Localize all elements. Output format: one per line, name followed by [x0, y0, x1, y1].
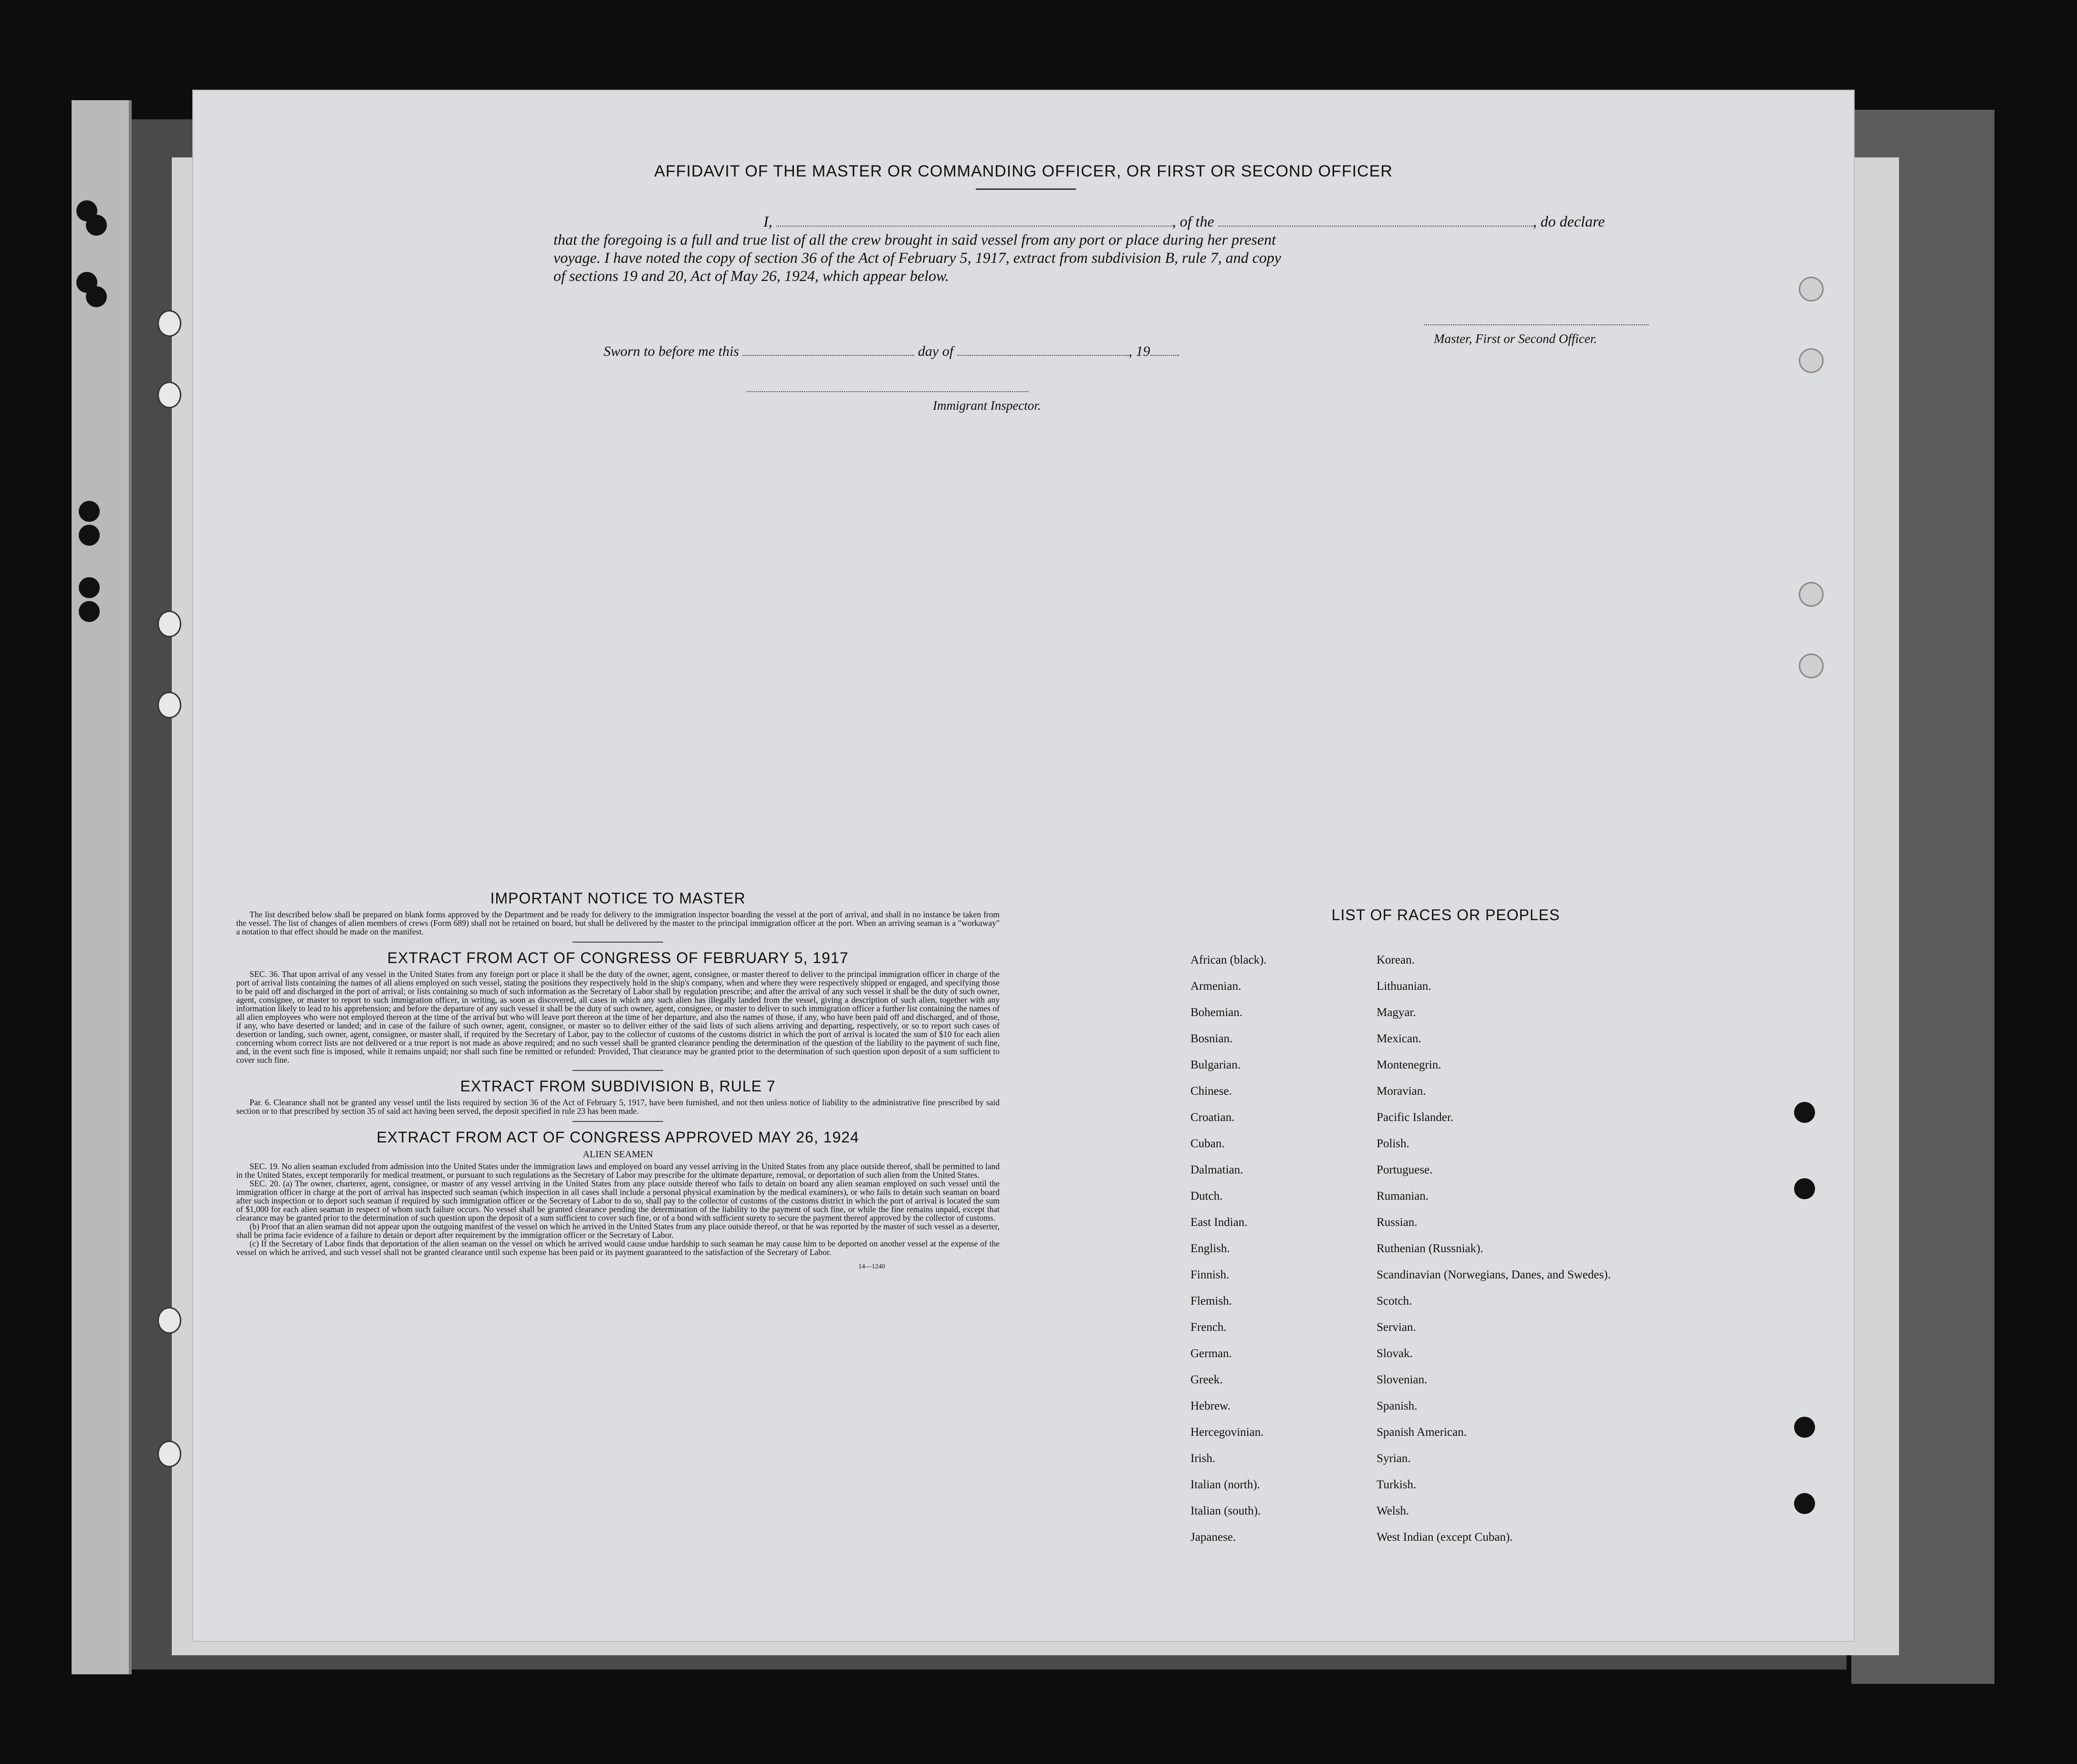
binder-hole	[79, 525, 100, 546]
punch-hole	[157, 1441, 181, 1467]
race-item: Japanese.	[1190, 1531, 1236, 1544]
punch-hole	[1794, 1493, 1815, 1514]
extract-rule7-title: EXTRACT FROM SUBDIVISION B, RULE 7	[460, 1078, 776, 1095]
vessel-blank[interactable]	[1218, 213, 1533, 227]
affidavit-body	[553, 212, 1689, 285]
extract-1917-title: EXTRACT FROM ACT OF CONGRESS OF FEBRUARY 5, 1917	[387, 949, 849, 966]
name-blank[interactable]	[776, 213, 1172, 227]
year-prefix: , 19	[1128, 343, 1150, 359]
punch-hole	[1799, 654, 1824, 678]
race-item: African (black).	[1190, 954, 1267, 966]
punch-hole	[157, 1307, 181, 1334]
race-item: Spanish American.	[1377, 1426, 1467, 1439]
extract-1924-sec20c: (c) If the Secretary of Labor finds that deportation of the alien seaman on the vessel on which he arrived would cause undue hardship to such seaman he may cause him to be deported on another vessel at the expense of the vessel on which he arrived, and such vessel shall not be granted clearance until such expense has been paid or its payment guaranteed to the satisfaction of the Secretary of Labor.	[236, 1239, 1000, 1257]
affidavit-title: AFFIDAVIT OF THE MASTER OR COMMANDING OFFICER, OR FIRST OR SECOND OFFICER	[654, 162, 1393, 180]
extract-1924-subtitle: ALIEN SEAMEN	[583, 1149, 653, 1160]
race-item: English.	[1190, 1242, 1230, 1255]
extract-1924-sec20b: (b) Proof that an alien seaman did not appear upon the outgoing manifest of the vessel on which he arrived in the United States from any place outside thereof, or that he was reported by the master of such vessel as a deserter, shall be prima facie evidence of a failure to detain or deport after requirement by the immigration officer or the Secretary of Labor.	[236, 1222, 1000, 1240]
punch-hole	[157, 692, 181, 718]
binder-hole	[79, 601, 100, 622]
punch-hole	[1799, 277, 1824, 301]
sworn-statement	[604, 343, 1179, 360]
race-item: French.	[1190, 1321, 1227, 1334]
affidavit-line-2: that the foregoing is a full and true list of all the crew brought in said vessel from any port or place during her present	[553, 231, 1276, 248]
race-item: Armenian.	[1190, 980, 1242, 993]
notice-title: IMPORTANT NOTICE TO MASTER	[490, 890, 746, 907]
extract-1917-text: SEC. 36. That upon arrival of any vessel in the United States from any foreign port or place it shall be the duty of the owner, agent, consignee, or master thereof to deliver to the principal immigration officer in charge of the port of arrival lists containing the names of all aliens employed on such vessel, stating the positions they respectively hold in the ship's company, when and where they were respectively shipped or engaged, and specifying those to be paid off and discharged in the port of arrival; or lists containing so much of such information as the Secretary of Labor shall by regulation prescribe; and after the arrival of any such vessel it shall be the duty of such owner, agent, consignee, or master to report to such immigration officer, in writing, as soon as discovered, all cases in which any such alien has illegally landed from the vessel, giving a description of such alien, together with any information likely to lead to his apprehension; and before the departure of any such vessel it shall be the duty of such owner, agent, consignee, or master to deliver to such immigration officer a further list containing the names of all alien employees who were not employed thereon at the time of the arrival but who will leave port thereon at the time of her departure, and also the names of those, if any, who have been paid off and discharged, and of those, if any, who have deserted or landed; and in case of the failure of such owner, agent, consignee, or master so to deliver either of the said lists of such aliens arriving and departing, respectively, or so to report such cases of desertion or landing, such owner, agent, consignee, or master shall, if required by the Secretary of Labor, pay to the collector of customs of the customs district in which the port of arrival is located the sum of $10 for each alien concerning whom correct lists are not delivered or a true report is not made as above required; and no such vessel shall be granted clearance pending the determination of the question of the liability to the payment of such fine, and, in the event such fine is imposed, while it remains unpaid; nor shall such fine be remitted or refunded: Provided, That clearance may be granted prior to the determination of such question upon deposit of a sum sufficient to cover such fine.	[236, 969, 1000, 1065]
race-item: Ruthenian (Russniak).	[1377, 1242, 1483, 1255]
race-item: Dalmatian.	[1190, 1163, 1243, 1176]
race-item: Croatian.	[1190, 1111, 1235, 1124]
affidavit-do-declare: , do declare	[1533, 213, 1605, 230]
binder-hole	[86, 215, 107, 236]
binder-hole	[79, 577, 100, 598]
notice-text: The list described below shall be prepared on blank forms approved by the Department and be ready for delivery to the immigration inspector boarding the vessel at the port of arrival, and shall in no instance be taken from the vessel. The list of changes of alien members of crews (Form 689) shall not be retained on board, but shall be delivered by the master to the principal immigration officer at the port. When an arriving seaman is a "workaway" a notation to that effect should be made on the manifest.	[236, 910, 1000, 936]
race-item: Montenegrin.	[1377, 1058, 1441, 1071]
extract-rule7-text: Par. 6. Clearance shall not be granted any vessel until the lists required by section 36 of the Act of February 5, 1917, have been furnished, and not then unless notice of liability to the administrative fine prescribed by said section or to that prescribed by section 35 of said act having been served, the deposit specified in rule 23 has been made.	[236, 1098, 1000, 1116]
binder-hole	[79, 501, 100, 522]
race-item: Dutch.	[1190, 1190, 1223, 1203]
inspector-caption: Immigrant Inspector.	[933, 398, 1041, 413]
section-rule	[573, 1121, 663, 1122]
section-rule	[573, 942, 663, 943]
affidavit-line-4: of sections 19 and 20, Act of May 26, 1924, which appear below.	[553, 267, 949, 284]
signature-caption: Master, First or Second Officer.	[1434, 332, 1597, 346]
extract-1924-sec20a: SEC. 20. (a) The owner, charterer, agent, consignee, or master of any vessel arriving in the United States from any place outside thereof who fails to detain on board any alien seaman employed on such vessel until the immigration officer in charge at the port of arrival has inspected such seaman (which inspection in all cases shall include a personal physical examination by the medical examiners), or who fails to detain such seaman on board after such inspection or to deport such seaman if required by such immigration officer or the Secretary of Labor to do so, shall pay to the collector of customs of the customs district in which the port of arrival is located the sum of $1,000 for each alien seaman in respect of whom such failure occurs. No vessel shall be granted clearance pending the determination of the liability to the payment of such fine, or while the fine remains unpaid, except that clearance may be granted prior to the determination of such question upon the deposit of a sum sufficient to cover such fine, or of a bond with sufficient surety to secure the payment thereof approved by the collector of customs.	[236, 1179, 1000, 1223]
punch-hole	[157, 611, 181, 637]
punch-hole	[1794, 1417, 1815, 1438]
binding-strip-left	[72, 100, 132, 1674]
race-item: Slovak.	[1377, 1347, 1413, 1360]
race-item: Scotch.	[1377, 1295, 1412, 1307]
race-item: Bosnian.	[1190, 1032, 1233, 1045]
affidavit-line-3: voyage. I have noted the copy of section 36 of the Act of February 5, 1917, extract from subdivision B, rule 7, and copy	[553, 249, 1281, 266]
punch-hole	[1794, 1102, 1815, 1123]
race-item: Finnish.	[1190, 1268, 1230, 1281]
race-item: Turkish.	[1377, 1478, 1417, 1491]
race-item: Italian (south).	[1190, 1505, 1261, 1517]
race-item: Servian.	[1377, 1321, 1416, 1334]
race-item: Rumanian.	[1377, 1190, 1429, 1203]
signature-line[interactable]	[1424, 324, 1649, 325]
title-rule	[976, 188, 1076, 190]
race-item: Magyar.	[1377, 1006, 1416, 1019]
races-right-column	[1377, 954, 1611, 1557]
punch-hole	[1799, 348, 1824, 373]
race-item: Slovenian.	[1377, 1373, 1428, 1386]
extract-1924-title: EXTRACT FROM ACT OF CONGRESS APPROVED MAY 26, 1924	[376, 1129, 859, 1146]
affidavit-of-the: , of the	[1172, 213, 1214, 230]
form-number: 14—1240	[858, 1263, 885, 1270]
section-rule	[573, 1070, 663, 1071]
race-item: Syrian.	[1377, 1452, 1411, 1465]
punch-hole	[157, 310, 181, 337]
punch-hole	[1794, 1178, 1815, 1199]
race-item: Hercegovinian.	[1190, 1426, 1264, 1439]
sworn-text: Sworn to before me this	[604, 343, 739, 359]
race-item: Russian.	[1377, 1216, 1418, 1229]
races-section	[1190, 906, 1739, 1544]
race-item: German.	[1190, 1347, 1232, 1360]
race-item: Greek.	[1190, 1373, 1223, 1386]
race-item: Bohemian.	[1190, 1006, 1243, 1019]
affidavit-i-label: I,	[763, 213, 772, 230]
race-item: Flemish.	[1190, 1295, 1232, 1307]
affidavit-line-1	[553, 212, 1689, 230]
race-item: Scandinavian (Norwegians, Danes, and Swedes).	[1377, 1268, 1611, 1281]
notice-column	[236, 890, 1000, 1271]
race-item: Hebrew.	[1190, 1400, 1231, 1412]
month-blank[interactable]	[957, 343, 1129, 356]
extract-1924-sec19: SEC. 19. No alien seaman excluded from admission into the United States under the immigration laws and employed on board any vessel arriving in the United States from any place outside thereof, shall be permitted to land in the United States, except temporarily for medical treatment, or pursuant to such regulations as the Secretary of Labor may prescribe for the ultimate departure, removal, or deportation of such alien from the United States.	[236, 1162, 1000, 1180]
race-item: West Indian (except Cuban).	[1377, 1531, 1513, 1544]
race-item: Moravian.	[1377, 1085, 1426, 1098]
race-item: Portuguese.	[1377, 1163, 1433, 1176]
manifest-page	[193, 91, 1854, 1641]
race-item: Bulgarian.	[1190, 1058, 1241, 1071]
year-blank[interactable]	[1150, 343, 1179, 356]
binder-hole	[86, 286, 107, 307]
race-item: Cuban.	[1190, 1137, 1225, 1150]
race-item: Chinese.	[1190, 1085, 1232, 1098]
races-left-column	[1190, 954, 1267, 1557]
race-item: Korean.	[1377, 954, 1415, 966]
race-item: East Indian.	[1190, 1216, 1248, 1229]
race-item: Italian (north).	[1190, 1478, 1260, 1491]
race-item: Pacific Islander.	[1377, 1111, 1454, 1124]
day-blank[interactable]	[742, 343, 914, 356]
day-of-label: day of	[918, 343, 954, 359]
race-item: Mexican.	[1377, 1032, 1421, 1045]
punch-hole	[157, 382, 181, 408]
punch-hole	[1799, 582, 1824, 607]
race-item: Lithuanian.	[1377, 980, 1431, 993]
race-item: Irish.	[1190, 1452, 1216, 1465]
race-item: Spanish.	[1377, 1400, 1418, 1412]
races-title: LIST OF RACES OR PEOPLES	[1331, 906, 1560, 924]
inspector-signature-line[interactable]	[747, 391, 1028, 392]
race-item: Welsh.	[1377, 1505, 1409, 1517]
race-item: Polish.	[1377, 1137, 1409, 1150]
